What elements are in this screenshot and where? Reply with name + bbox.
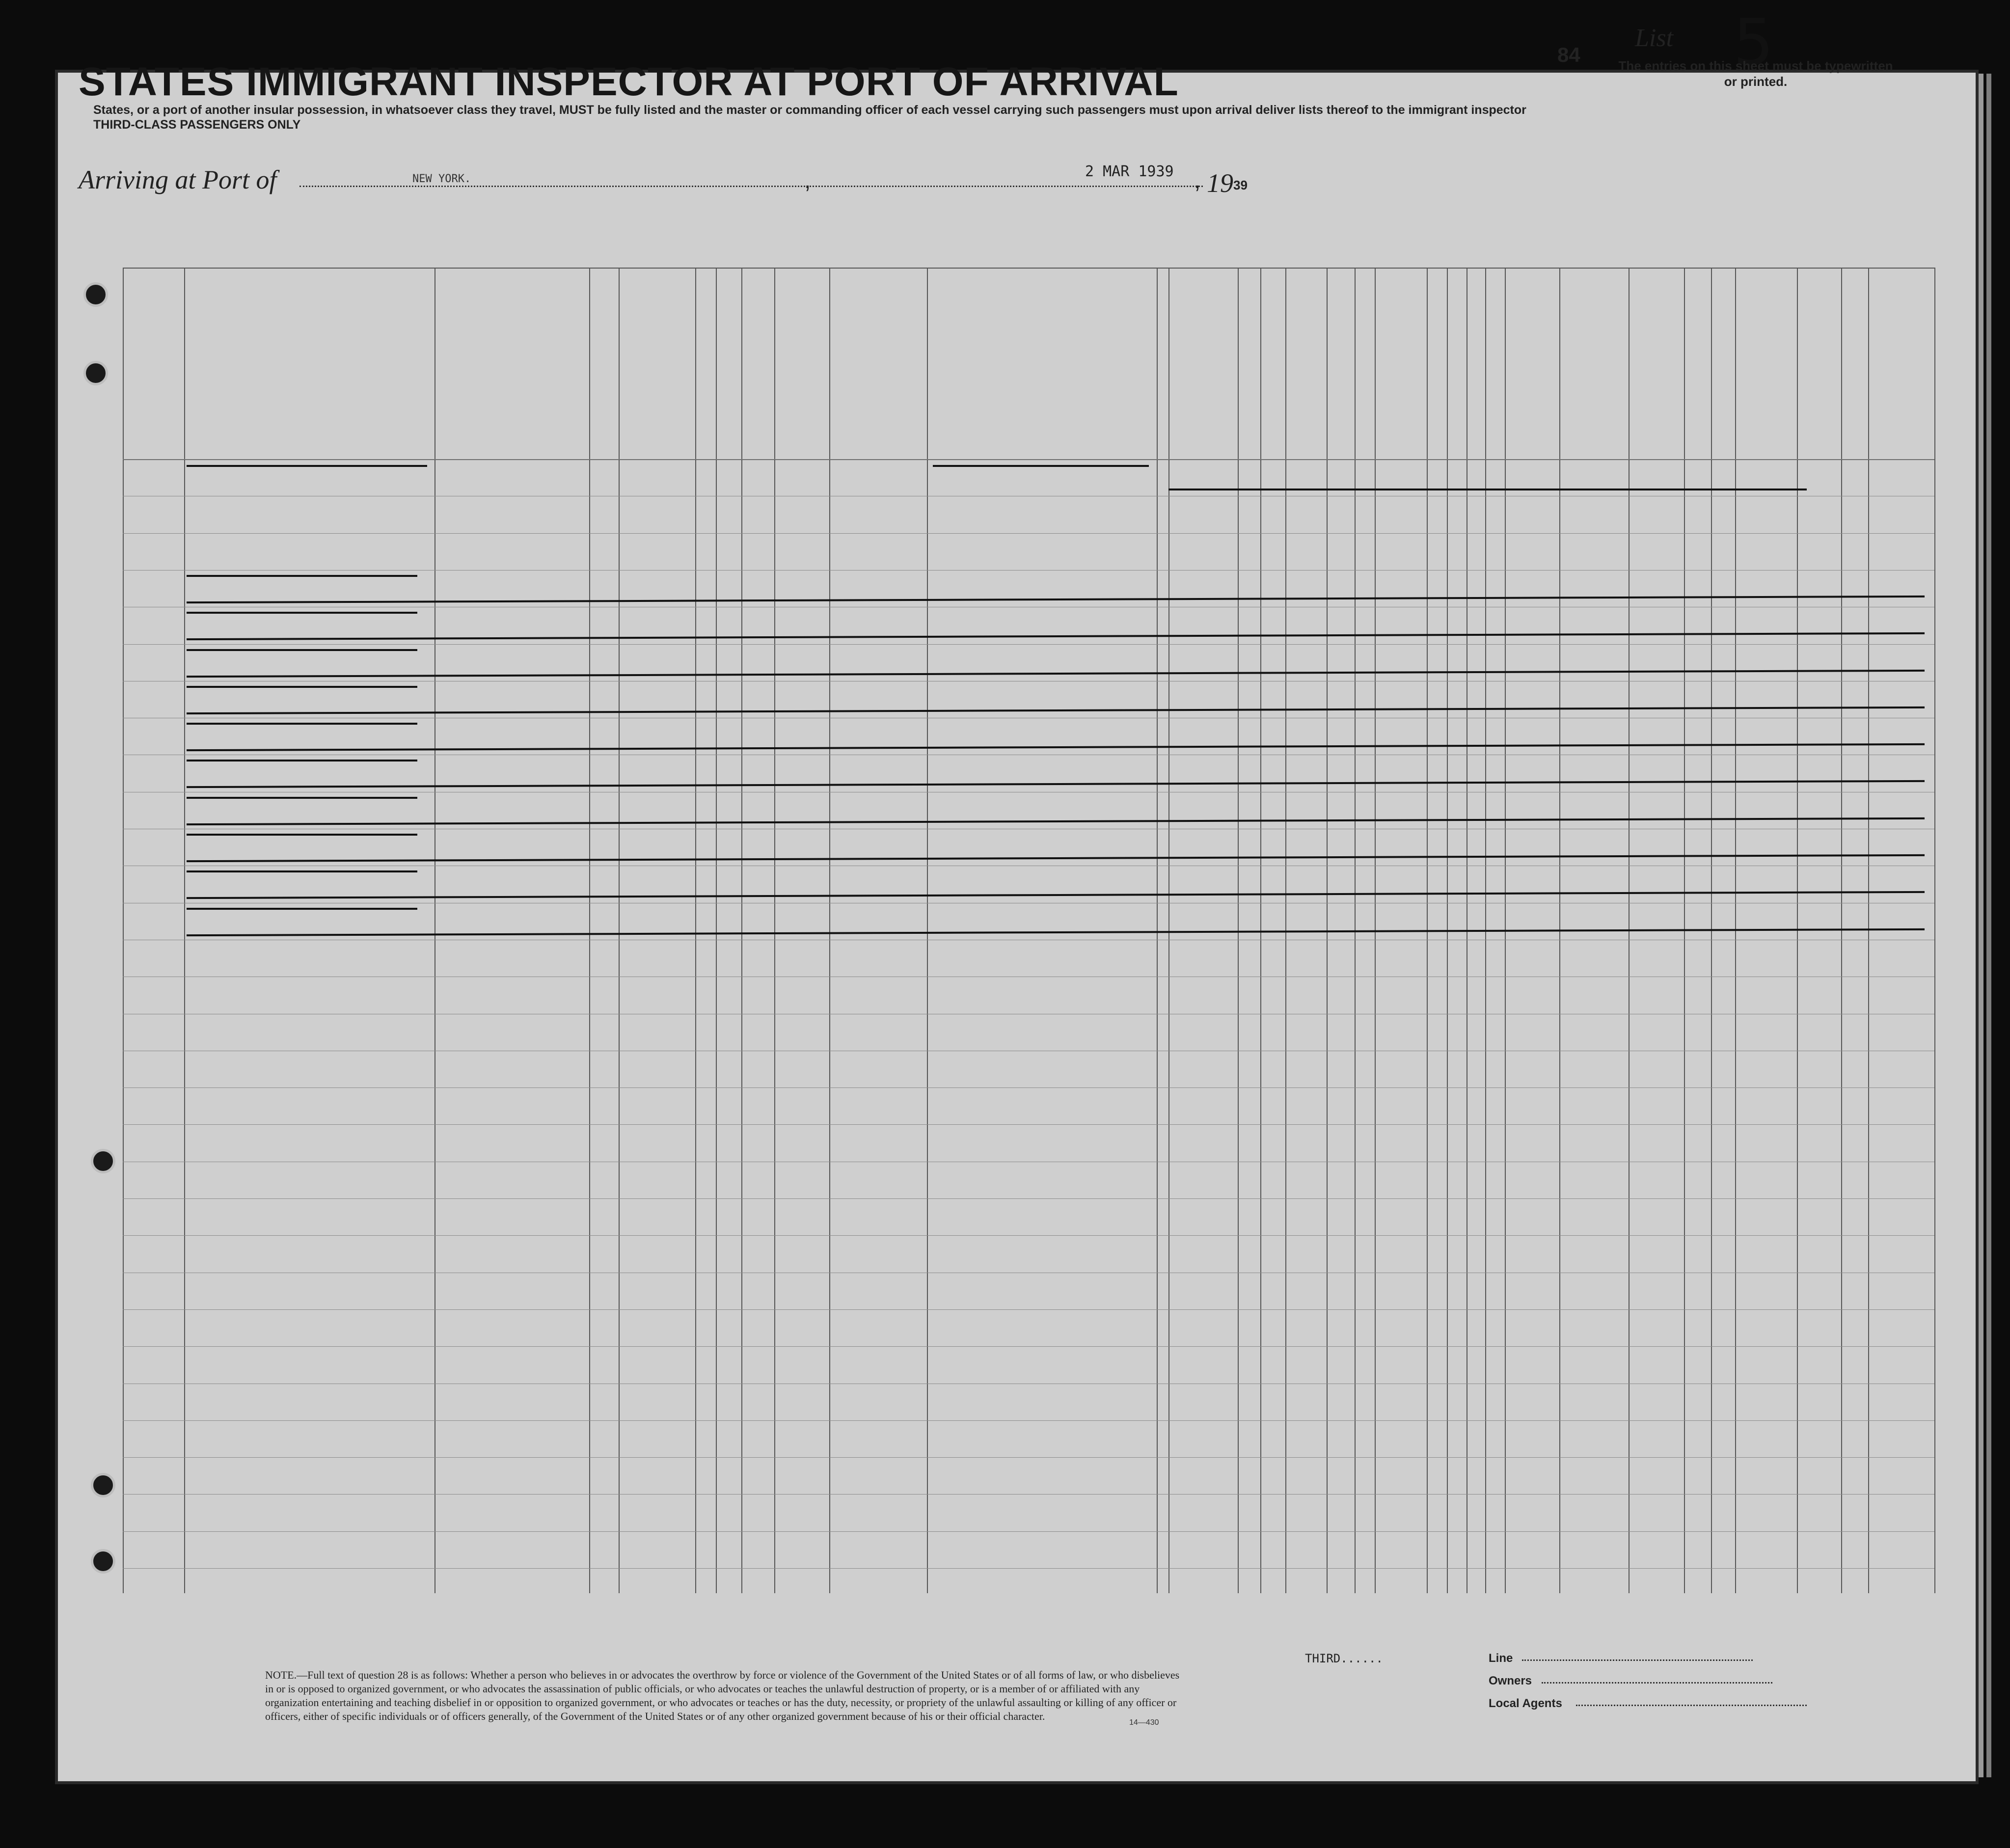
- punch-hole: [83, 361, 108, 385]
- comma: ,: [1194, 167, 1201, 193]
- arrival-port: NEW YORK.: [412, 173, 471, 185]
- year-prefix: 19: [1207, 168, 1233, 198]
- comma: ,: [804, 167, 811, 193]
- line-label: Line: [1489, 1652, 1513, 1665]
- entries-note: The entries on this sheet must be typewritten or printed.: [1618, 58, 1893, 89]
- page-subtitle: States, or a port of another insular possession, in whatsoever class they travel, MUST be fully listed and the master or commanding officer of each vessel carrying such passengers must upon arrival deliver lists thereof to the immigrant inspector: [93, 103, 1526, 117]
- punch-hole: [91, 1549, 115, 1574]
- local-agents-label: Local Agents: [1489, 1697, 1562, 1710]
- page-title: STATES IMMIGRANT INSPECTOR AT PORT OF ARRIVAL: [79, 59, 1179, 104]
- owners-label: Owners: [1489, 1674, 1532, 1687]
- punch-hole: [91, 1149, 115, 1173]
- punch-hole: [83, 282, 108, 307]
- arrival-date-stamp: 2 MAR 1939: [1085, 163, 1174, 180]
- page-edge: [1986, 74, 1991, 1777]
- class-line: THIRD-CLASS PASSENGERS ONLY: [93, 118, 301, 132]
- manifest-sheet: [58, 73, 1976, 1781]
- punch-hole: [91, 1473, 115, 1497]
- arriving-underline: [299, 186, 1203, 187]
- form-number: 14—430: [1129, 1718, 1159, 1727]
- list-number: 5: [1733, 5, 1774, 80]
- footnote-q28: NOTE.—Full text of question 28 is as follows: Whether a person who believes in or advocates the overthrow by force or violence of the Government of the United States or of all forms of law, or who disbelieves in or is opposed to organized government, or who advocates the assassination of public officials, or who advocates or teaches the unlawful destruction of property, or is a member of or affiliated with any organization entertaining and teaching disbelief in or opposition to organized government, or who advocates or teaches or has the duty, necessity, or propriety of the unlawful assaulting or killing of any officer or officers, either of specific individuals or of officers generally, of the Government of the United States or of any other organized government because of his or their official character.: [265, 1669, 1180, 1722]
- line-field: [1522, 1659, 1753, 1661]
- local-agents-field: [1576, 1705, 1807, 1706]
- list-label: List: [1635, 24, 1674, 52]
- arriving-label: Arriving at Port of: [79, 165, 277, 194]
- page-number: 84: [1557, 43, 1580, 66]
- owners-field: [1542, 1682, 1772, 1684]
- third-class-label: THIRD......: [1305, 1652, 1383, 1665]
- page-edge: [1979, 74, 1983, 1777]
- year-suffix: 39: [1233, 178, 1248, 192]
